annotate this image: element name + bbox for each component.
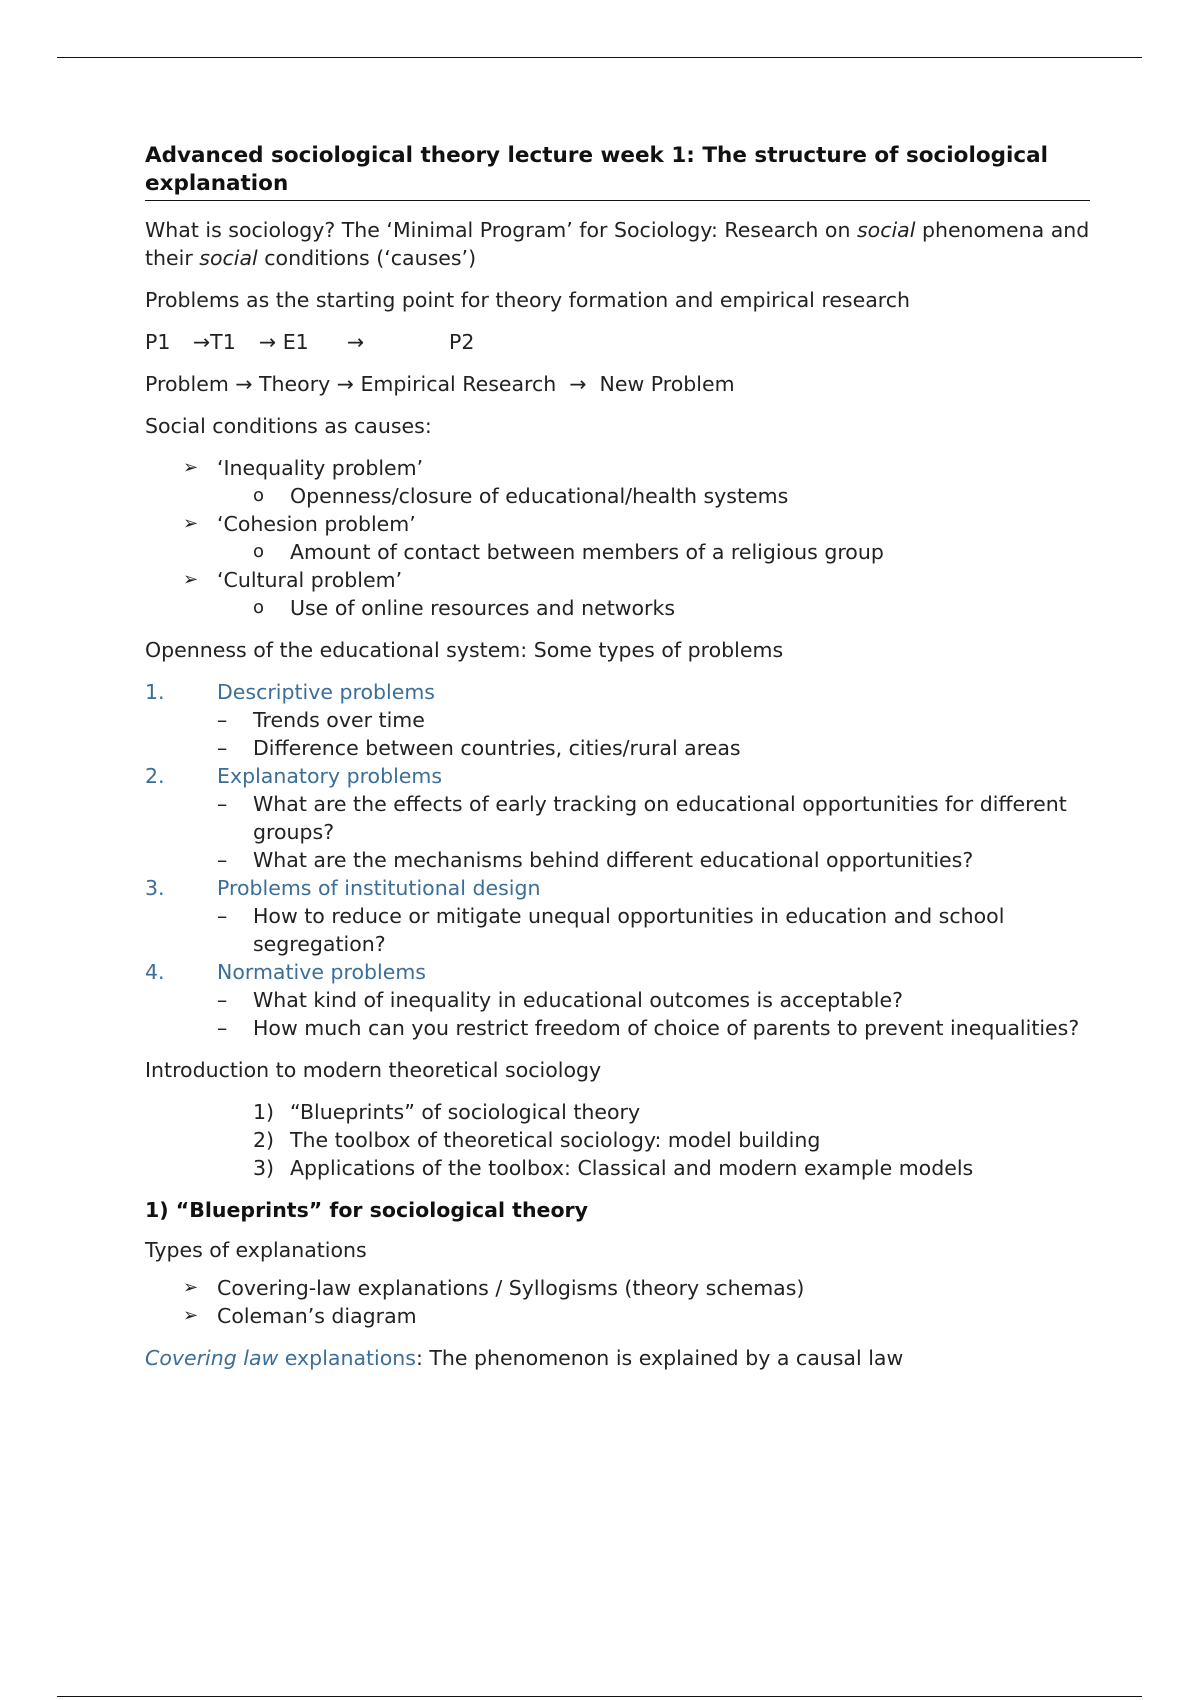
types-of-explanations-heading: Types of explanations [145, 1238, 367, 1262]
list-item [145, 846, 1090, 874]
arrow-bullet-icon: ➢ [183, 1277, 199, 1298]
condition-example: Amount of contact between members of a religious group [290, 540, 884, 564]
list-item [145, 566, 1090, 622]
dash-bullet-icon: – [217, 736, 228, 760]
flow-short [145, 328, 1090, 356]
top-page-rule [57, 57, 1142, 58]
sub-list-item [145, 538, 1090, 566]
condition-label: ‘Inequality problem’ [217, 456, 424, 480]
modern-theory-list [145, 1098, 1090, 1182]
intro-text-1: What is sociology? The ‘Minimal Program’ for Sociology: Research on [145, 218, 857, 242]
social-conditions-heading: Social conditions as causes: [145, 414, 432, 438]
dash-bullet-icon: – [217, 792, 228, 816]
problem-types-list [145, 678, 1090, 1042]
list-number: 3. [145, 876, 165, 900]
arrow-bullet-icon: ➢ [183, 457, 199, 478]
dash-bullet-icon: – [217, 1016, 228, 1040]
problems-starting-point: Problems as the starting point for theory formation and empirical research [145, 288, 911, 312]
flow-p2: P2 [449, 330, 475, 354]
dash-bullet-icon: – [217, 904, 228, 928]
condition-example: Use of online resources and networks [290, 596, 676, 620]
problem-type-heading: Normative problems [217, 960, 426, 984]
list-item-text: Coleman’s diagram [217, 1304, 417, 1328]
problem-type-heading: Descriptive problems [217, 680, 435, 704]
sub-list-item [145, 482, 1090, 510]
condition-label: ‘Cultural problem’ [217, 568, 403, 592]
intro-text-2: phenomena and their [145, 218, 1090, 270]
list-item-text: How much can you restrict freedom of choice of parents to prevent inequalities? [253, 1016, 1080, 1040]
intro-text-3: conditions (‘causes’) [257, 246, 477, 270]
condition-example: Openness/closure of educational/health systems [290, 484, 789, 508]
circle-bullet-icon: o [253, 597, 265, 618]
list-item [145, 1274, 1090, 1302]
flow-long: Problem → Theory → Empirical Research → New Problem [145, 372, 735, 396]
list-item-text: Applications of the toolbox: Classical and modern example models [290, 1156, 974, 1180]
list-number: 2. [145, 764, 165, 788]
openness-heading: Openness of the educational system: Some types of problems [145, 638, 784, 662]
covering-law-paragraph [145, 1344, 1090, 1372]
circle-bullet-icon: o [253, 485, 265, 506]
list-item [145, 510, 1090, 566]
list-item [145, 1014, 1090, 1042]
list-item [145, 1302, 1090, 1330]
problem-type-heading: Problems of institutional design [217, 876, 541, 900]
intro-emphasis-2: social [199, 246, 258, 270]
circle-bullet-icon: o [253, 541, 265, 562]
list-item [145, 790, 1090, 846]
list-number: 4. [145, 960, 165, 984]
list-item [145, 1126, 1090, 1154]
conditions-list [145, 454, 1090, 622]
flow-e1: → E1 [259, 330, 309, 354]
problem-type-item [145, 874, 1090, 958]
flow-arrow: → [347, 330, 365, 354]
arrow-bullet-icon: ➢ [183, 1305, 199, 1326]
dash-bullet-icon: – [217, 708, 228, 732]
list-item-text: What are the mechanisms behind different educational opportunities? [253, 848, 974, 872]
document-title: Advanced sociological theory lecture week 1: The structure of sociological explanation [145, 142, 1090, 201]
list-item-text: What kind of inequality in educational outcomes is acceptable? [253, 988, 903, 1012]
dash-bullet-icon: – [217, 848, 228, 872]
document-body [145, 142, 1090, 1386]
condition-label: ‘Cohesion problem’ [217, 512, 416, 536]
problem-type-heading: Explanatory problems [217, 764, 443, 788]
list-item [145, 1098, 1090, 1126]
list-number: 1) [253, 1100, 275, 1124]
list-item [145, 706, 1090, 734]
covering-law-term-suffix: explanations [278, 1346, 416, 1370]
list-item [145, 734, 1090, 762]
list-item [145, 986, 1090, 1014]
list-number: 3) [253, 1156, 275, 1180]
list-item-text: What are the effects of early tracking on educational opportunities for different groups? [253, 792, 1067, 844]
list-item-text: “Blueprints” of sociological theory [290, 1100, 641, 1124]
arrow-bullet-icon: ➢ [183, 569, 199, 590]
problem-type-item [145, 762, 1090, 874]
list-number: 1. [145, 680, 165, 704]
list-item-text: Trends over time [253, 708, 425, 732]
dash-bullet-icon: – [217, 988, 228, 1012]
covering-law-term: Covering law [145, 1346, 279, 1370]
covering-law-definition: : The phenomenon is explained by a causal law [415, 1346, 904, 1370]
arrow-bullet-icon: ➢ [183, 513, 199, 534]
list-item-text: Difference between countries, cities/rural areas [253, 736, 741, 760]
problem-type-item [145, 958, 1090, 1042]
list-item-text: Covering-law explanations / Syllogisms (theory schemas) [217, 1276, 805, 1300]
bottom-page-rule [57, 1696, 1142, 1697]
flow-t1: →T1 [193, 330, 236, 354]
flow-p1: P1 [145, 330, 171, 354]
section-heading-blueprints: 1) “Blueprints” for sociological theory [145, 1198, 589, 1222]
list-item [145, 1154, 1090, 1182]
explanation-types-list [145, 1274, 1090, 1330]
sub-list-item [145, 594, 1090, 622]
list-item-text: How to reduce or mitigate unequal opportunities in education and school segregation? [253, 904, 1005, 956]
list-item [145, 902, 1090, 958]
intro-emphasis-1: social [856, 218, 916, 242]
list-item-text: The toolbox of theoretical sociology: model building [290, 1128, 821, 1152]
list-number: 2) [253, 1128, 275, 1152]
list-item [145, 454, 1090, 510]
minimal-program-paragraph [145, 216, 1090, 272]
modern-theory-heading: Introduction to modern theoretical sociology [145, 1058, 602, 1082]
problem-type-item [145, 678, 1090, 762]
